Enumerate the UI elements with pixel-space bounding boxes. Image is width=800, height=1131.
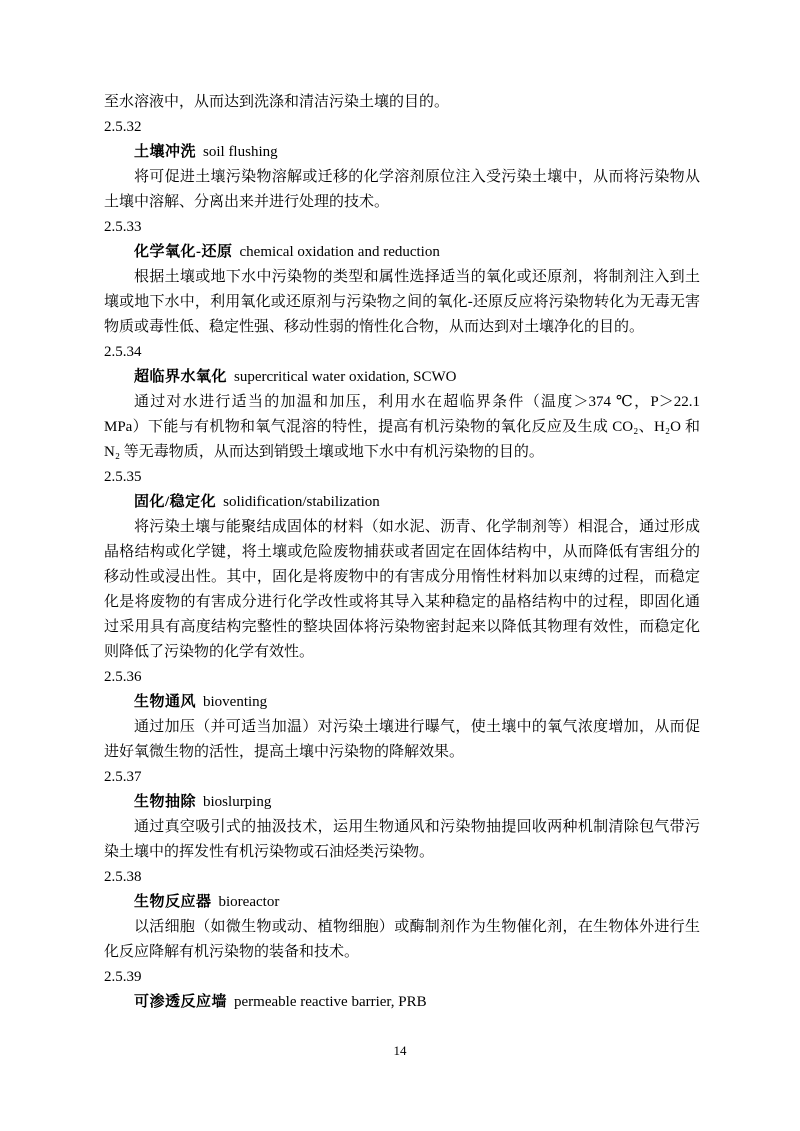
page-number: 14 bbox=[393, 1043, 407, 1058]
term-chinese: 固化/稳定化 bbox=[134, 494, 217, 510]
section-number: 2.5.39 bbox=[104, 969, 142, 985]
term-chinese: 可渗透反应墙 bbox=[134, 994, 228, 1010]
term-section-2-5-36 bbox=[104, 665, 700, 765]
term-heading bbox=[104, 365, 700, 390]
term-english: bioreactor bbox=[218, 894, 280, 910]
term-chinese: 生物反应器 bbox=[134, 894, 212, 910]
term-section-2-5-32 bbox=[104, 115, 700, 215]
term-heading bbox=[104, 990, 700, 1015]
term-english: soil flushing bbox=[203, 144, 278, 160]
term-english: solidification/stabilization bbox=[223, 494, 380, 510]
term-section-2-5-37 bbox=[104, 765, 700, 865]
term-english: chemical oxidation and reduction bbox=[239, 244, 440, 260]
term-english: supercritical water oxidation, SCWO bbox=[234, 369, 457, 385]
term-section-2-5-38 bbox=[104, 865, 700, 965]
term-section-2-5-39 bbox=[104, 965, 700, 1015]
term-definition: 根据土壤或地下水中污染物的类型和属性选择适当的氧化或还原剂，将制剂注入到土壤或地下水中，利用氧化或还原剂与污染物之间的氧化-还原反应将污染物转化为无毒无害物质或毒性低、稳定性强、移动性弱的惰性化合物，从而达到对土壤净化的目的。 bbox=[104, 269, 700, 335]
term-heading bbox=[104, 690, 700, 715]
term-english: bioventing bbox=[203, 694, 268, 710]
continuation-paragraph: 至水溶液中，从而达到洗涤和清洁污染土壤的目的。 bbox=[104, 94, 450, 110]
term-section-2-5-34 bbox=[104, 340, 700, 465]
term-definition: 将污染土壤与能聚结成固体的材料（如水泥、沥青、化学制剂等）相混合，通过形成晶格结构或化学键，将土壤或危险废物捕获或者固定在固体结构中，从而降低有害组分的移动性或浸出性。其中，固化是将废物中的有害成分用惰性材料加以束缚的过程，而稳定化是将废物的有害成分进行化学改性或将其导入某种稳定的晶格结构中的过程，即固化通过采用具有高度结构完整性的整块固体将污染物密封起来以降低其物理有效性，而稳定化则降低了污染物的化学有效性。 bbox=[104, 519, 700, 660]
section-number: 2.5.35 bbox=[104, 469, 142, 485]
term-definition: 通过加压（并可适当加温）对污染土壤进行曝气，使土壤中的氧气浓度增加，从而促进好氧微生物的活性，提高土壤中污染物的降解效果。 bbox=[104, 719, 700, 760]
section-number: 2.5.36 bbox=[104, 669, 142, 685]
term-heading bbox=[104, 490, 700, 515]
term-english: permeable reactive barrier, PRB bbox=[234, 994, 427, 1010]
term-english: bioslurping bbox=[203, 794, 272, 810]
term-chinese: 土壤冲洗 bbox=[134, 144, 197, 160]
term-section-2-5-33 bbox=[104, 215, 700, 340]
section-number: 2.5.37 bbox=[104, 769, 142, 785]
document-body bbox=[104, 90, 700, 1015]
term-section-2-5-35 bbox=[104, 465, 700, 665]
section-number: 2.5.33 bbox=[104, 219, 142, 235]
term-heading bbox=[104, 890, 700, 915]
term-heading bbox=[104, 790, 700, 815]
term-definition: 将可促进土壤污染物溶解或迁移的化学溶剂原位注入受污染土壤中，从而将污染物从土壤中溶解、分离出来并进行处理的技术。 bbox=[104, 169, 700, 210]
section-number: 2.5.38 bbox=[104, 869, 142, 885]
term-heading bbox=[104, 240, 700, 265]
term-definition: 通过真空吸引式的抽汲技术，运用生物通风和污染物抽提回收两种机制清除包气带污染土壤中的挥发性有机污染物或石油烃类污染物。 bbox=[104, 819, 700, 860]
section-number: 2.5.32 bbox=[104, 119, 142, 135]
term-chinese: 超临界水氧化 bbox=[134, 369, 228, 385]
term-definition: 通过对水进行适当的加温和加压，利用水在超临界条件（温度＞374 ℃，P＞22.1 MPa）下能与有机物和氧气混溶的特性，提高有机污染物的氧化反应及生成 CO₂、H₂O 和 N₂ 等无毒物质，从而达到销毁土壤或地下水中有机污染物的目的。 bbox=[104, 394, 700, 460]
term-chinese: 化学氧化-还原 bbox=[134, 244, 233, 260]
section-number: 2.5.34 bbox=[104, 344, 142, 360]
term-heading bbox=[104, 140, 700, 165]
term-chinese: 生物通风 bbox=[134, 694, 197, 710]
term-definition: 以活细胞（如微生物或动、植物细胞）或酶制剂作为生物催化剂，在生物体外进行生化反应降解有机污染物的装备和技术。 bbox=[104, 919, 700, 960]
term-chinese: 生物抽除 bbox=[134, 794, 197, 810]
